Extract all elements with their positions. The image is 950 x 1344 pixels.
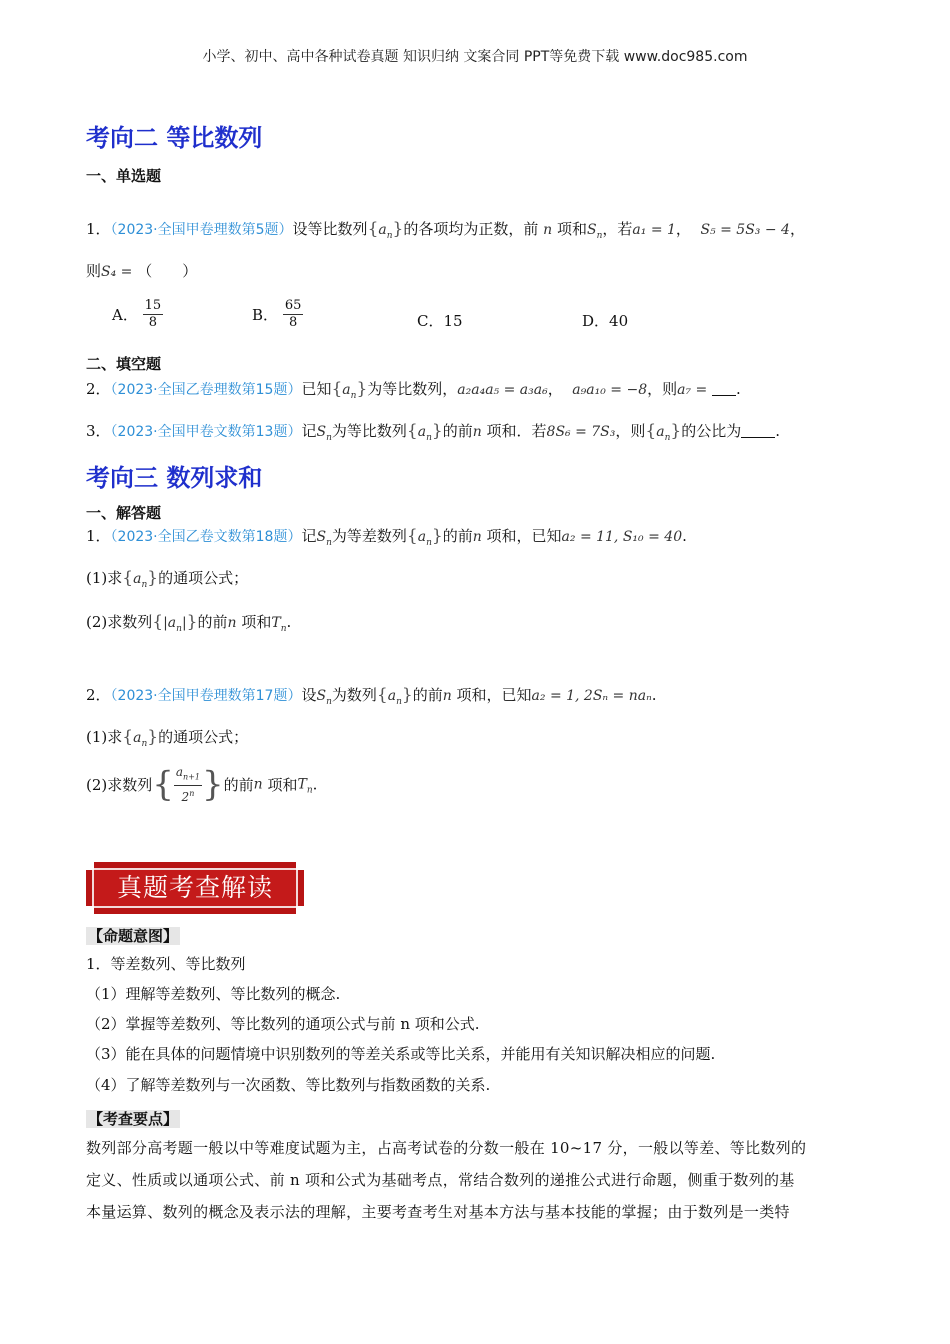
brace-right: } <box>202 764 224 805</box>
question-text: ，则 <box>647 380 678 398</box>
math-sub: n <box>326 433 332 443</box>
math-n: n <box>472 424 482 440</box>
question-text: (2)求数列 <box>86 776 153 795</box>
intent-line: （1）理解等差数列、等比数列的概念. <box>86 985 341 1003</box>
question-text: 项和 <box>556 220 587 238</box>
math-a: a <box>417 529 427 545</box>
section-title-summation: 考向三 数列求和 <box>86 464 263 492</box>
question-3-1 <box>86 525 687 548</box>
math-n: n <box>442 688 452 704</box>
fraction-denominator: 8 <box>148 315 158 330</box>
brace-left: { <box>406 421 418 441</box>
question-number: 2． <box>86 686 111 704</box>
math-S: S <box>587 222 597 238</box>
math-n: n <box>227 615 237 631</box>
math-eq: a₂ = 1, 2Sₙ = naₙ <box>531 688 652 704</box>
question-3-2-part1 <box>86 726 248 749</box>
question-text: 为等比数列， <box>367 380 458 398</box>
math-sup: n <box>189 789 195 799</box>
brace-left: { <box>152 612 164 632</box>
question-3-2 <box>86 684 657 707</box>
question-source: （2023·全国乙卷文数第18题） <box>110 529 302 545</box>
brace-right: } <box>392 219 404 239</box>
math-a7: a₇ = <box>677 382 708 398</box>
math-a: a <box>175 765 184 779</box>
page-header: 小学、初中、高中各种试卷真题 知识归纳 文案合同 PPT等免费下载 www.doc985.com <box>202 49 748 65</box>
math-n: n <box>543 222 553 238</box>
brace-left: { <box>122 568 134 588</box>
question-text: . <box>651 686 657 704</box>
math-sub: n <box>306 785 313 796</box>
question-text: 的各项均为正数，前 <box>403 220 539 238</box>
math-a: a <box>387 688 397 704</box>
brace-left: { <box>367 219 379 239</box>
question-text: 为等差数列 <box>331 527 407 545</box>
intent-tag <box>86 925 180 946</box>
question-number: 1． <box>86 527 111 545</box>
brace-right: } <box>356 379 368 399</box>
math-sub: n <box>176 624 182 634</box>
math-eq1: a₂a₄a₅ = a₃a₆ <box>457 382 548 398</box>
brace-right: } <box>147 727 159 747</box>
math-n: n <box>472 529 482 545</box>
banner-corner <box>86 906 94 914</box>
question-text: 的通项公式； <box>158 728 249 746</box>
fraction-denominator: 8 <box>288 315 298 330</box>
question-text: . <box>736 380 741 398</box>
question-text: 则 <box>86 262 102 280</box>
question-2-1-line2 <box>86 260 197 281</box>
question-text: 的前 <box>442 422 473 440</box>
brace-left: { <box>376 685 388 705</box>
brace-right: } <box>431 421 443 441</box>
math-sub: n <box>664 433 671 443</box>
points-paragraph-line: 数列部分高考题一般以中等难度试题为主，占高考试卷的分数一般在 10~17 分，一般以等差、等比数列的 <box>86 1139 807 1157</box>
section-title-geometric: 考向二 等比数列 <box>86 124 263 152</box>
question-text: . <box>775 422 781 440</box>
option-a <box>112 298 163 331</box>
brace-left: { <box>152 764 174 805</box>
math-n: n <box>253 776 263 793</box>
question-text: 记 <box>301 422 317 440</box>
brace-right: } <box>186 612 198 632</box>
math-S: S <box>316 529 327 545</box>
banner-title: 真题考查解读 <box>116 873 273 902</box>
question-text: ， <box>547 380 563 398</box>
question-3-1-part1 <box>86 567 248 590</box>
points-tag-label: 【考查要点】 <box>88 1110 179 1128</box>
question-text: 的前 <box>197 613 228 631</box>
math-sub: n <box>386 231 393 241</box>
math-sub: n <box>280 624 287 634</box>
question-text: . <box>286 613 292 631</box>
question-number: 2． <box>86 380 111 398</box>
question-text: 的前 <box>442 527 473 545</box>
math-sub: n <box>396 697 402 707</box>
math-two: 2 <box>181 790 190 805</box>
part-fill-blank: 二、填空题 <box>86 355 162 373</box>
question-text: 项和 <box>267 776 298 795</box>
brace-left: { <box>331 379 343 399</box>
fraction-numerator: 15 <box>144 298 162 313</box>
points-paragraph-line: 本量运算、数列的概念及表示法的理解，主要考查考生对基本方法与基本技能的掌握；由于数列是一类特 <box>86 1203 790 1221</box>
points-tag <box>86 1108 180 1129</box>
fraction-denominator <box>174 786 202 805</box>
question-source: （2023·全国甲卷文数第13题） <box>110 424 302 440</box>
math-sub: n+1 <box>183 772 200 782</box>
banner-corner <box>296 906 304 914</box>
section-banner <box>86 862 304 914</box>
question-number: 1． <box>86 220 111 238</box>
question-text: (1)求 <box>86 728 123 746</box>
question-3-2-part2 <box>86 764 317 805</box>
brace-right: } <box>147 568 159 588</box>
points-paragraph-line: 定义、性质或以通项公式、前 n 项和公式为基础考点，常结合数列的递推公式进行命题，侧重于数列的基 <box>86 1171 795 1189</box>
math-sub: n <box>141 580 148 590</box>
math-eq2: a₉a₁₀ = −8 <box>572 382 648 398</box>
brace-right: } <box>431 526 443 546</box>
question-text: (2)求数列 <box>86 613 153 631</box>
math-sub: n <box>326 697 332 707</box>
math-sub: n <box>596 231 603 241</box>
question-text: 项和 <box>241 613 272 631</box>
math-T: T <box>297 776 307 793</box>
question-2-2 <box>86 378 741 401</box>
math-S: S <box>316 424 327 440</box>
math-a1-eq: a₁ = 1 <box>632 222 676 238</box>
brace-left: { <box>645 421 657 441</box>
math-a: a <box>133 730 142 746</box>
question-number: 3． <box>86 422 111 440</box>
question-source: （2023·全国甲卷理数第17题） <box>110 688 302 704</box>
question-text: 设 <box>301 686 317 704</box>
part-single-choice: 一、单选题 <box>86 167 162 185</box>
question-text: (1)求 <box>86 569 123 587</box>
answer-blank[interactable] <box>712 381 736 396</box>
question-2-1 <box>86 218 805 241</box>
question-text: 为数列 <box>331 686 377 704</box>
answer-blank[interactable] <box>741 423 775 438</box>
math-a: a <box>342 382 351 398</box>
fraction-numerator: 65 <box>284 298 302 313</box>
question-text: ，若 <box>602 220 633 238</box>
math-abs-bar: | <box>181 615 187 631</box>
question-text: ， <box>789 220 805 238</box>
math-s4: S₄ = <box>101 264 133 280</box>
option-a-label: A． <box>112 306 138 324</box>
math-a: a <box>133 571 142 587</box>
question-source: （2023·全国乙卷理数第15题） <box>110 382 302 398</box>
question-text: ， <box>675 220 691 238</box>
question-text: 记 <box>301 527 317 545</box>
question-text: 设等比数列 <box>292 220 368 238</box>
question-text: 为等比数列 <box>331 422 407 440</box>
math-abs-a: |a <box>163 615 177 631</box>
math-eq: 8S₆ = 7S₃ <box>546 424 616 440</box>
question-text: 项和，已知 <box>456 686 532 704</box>
question-2-3 <box>86 420 780 443</box>
option-d: D．40 <box>582 312 629 330</box>
math-sub: n <box>350 391 357 401</box>
question-text: ，则 <box>615 422 646 440</box>
question-text: 已知 <box>301 380 332 398</box>
math-sub: n <box>141 739 148 749</box>
fraction-numerator <box>174 764 202 786</box>
answer-paren: （ ） <box>137 262 198 280</box>
math-a: a <box>378 222 387 238</box>
question-text: 的前 <box>412 686 443 704</box>
math-eq: a₂ = 11, S₁₀ = 40 <box>561 529 683 545</box>
option-b <box>252 298 303 331</box>
intent-line: （3）能在具体的问题情境中识别数列的等差关系或等比关系，并能用有关知识解决相应的问题. <box>86 1045 716 1063</box>
math-fraction <box>174 764 202 805</box>
option-a-fraction <box>143 298 164 331</box>
question-source: （2023·全国甲卷理数第5题） <box>110 222 293 238</box>
question-text: 的前 <box>223 776 254 795</box>
option-b-fraction <box>283 298 304 331</box>
question-text: 项和．若 <box>486 422 547 440</box>
math-a: a <box>417 424 427 440</box>
brace-right: } <box>670 421 682 441</box>
question-text: . <box>312 775 318 794</box>
math-a: a <box>656 424 665 440</box>
question-text: . <box>682 527 687 545</box>
math-sub: n <box>426 538 432 548</box>
question-text: 的公比为 <box>681 422 742 440</box>
math-S: S <box>316 688 327 704</box>
part-solution: 一、解答题 <box>86 504 162 522</box>
math-T: T <box>271 615 281 631</box>
brace-left: { <box>406 526 418 546</box>
intent-tag-label: 【命题意图】 <box>88 927 179 945</box>
option-b-label: B． <box>252 306 279 324</box>
question-text: 项和，已知 <box>486 527 562 545</box>
intent-line: 1．等差数列、等比数列 <box>86 955 246 973</box>
brace-left: { <box>122 727 134 747</box>
brace-right: } <box>401 685 413 705</box>
math-sub: n <box>426 433 432 443</box>
question-text: 的通项公式； <box>158 569 249 587</box>
option-c: C．15 <box>417 312 463 330</box>
intent-line: （2）掌握等差数列、等比数列的通项公式与前 n 项和公式. <box>86 1015 480 1033</box>
math-sub: n <box>326 538 332 548</box>
intent-line: （4）了解等差数列与一次函数、等比数列与指数函数的关系. <box>86 1076 491 1094</box>
math-s5-eq: S₅ = 5S₃ − 4 <box>700 222 790 238</box>
question-3-1-part2 <box>86 611 291 634</box>
